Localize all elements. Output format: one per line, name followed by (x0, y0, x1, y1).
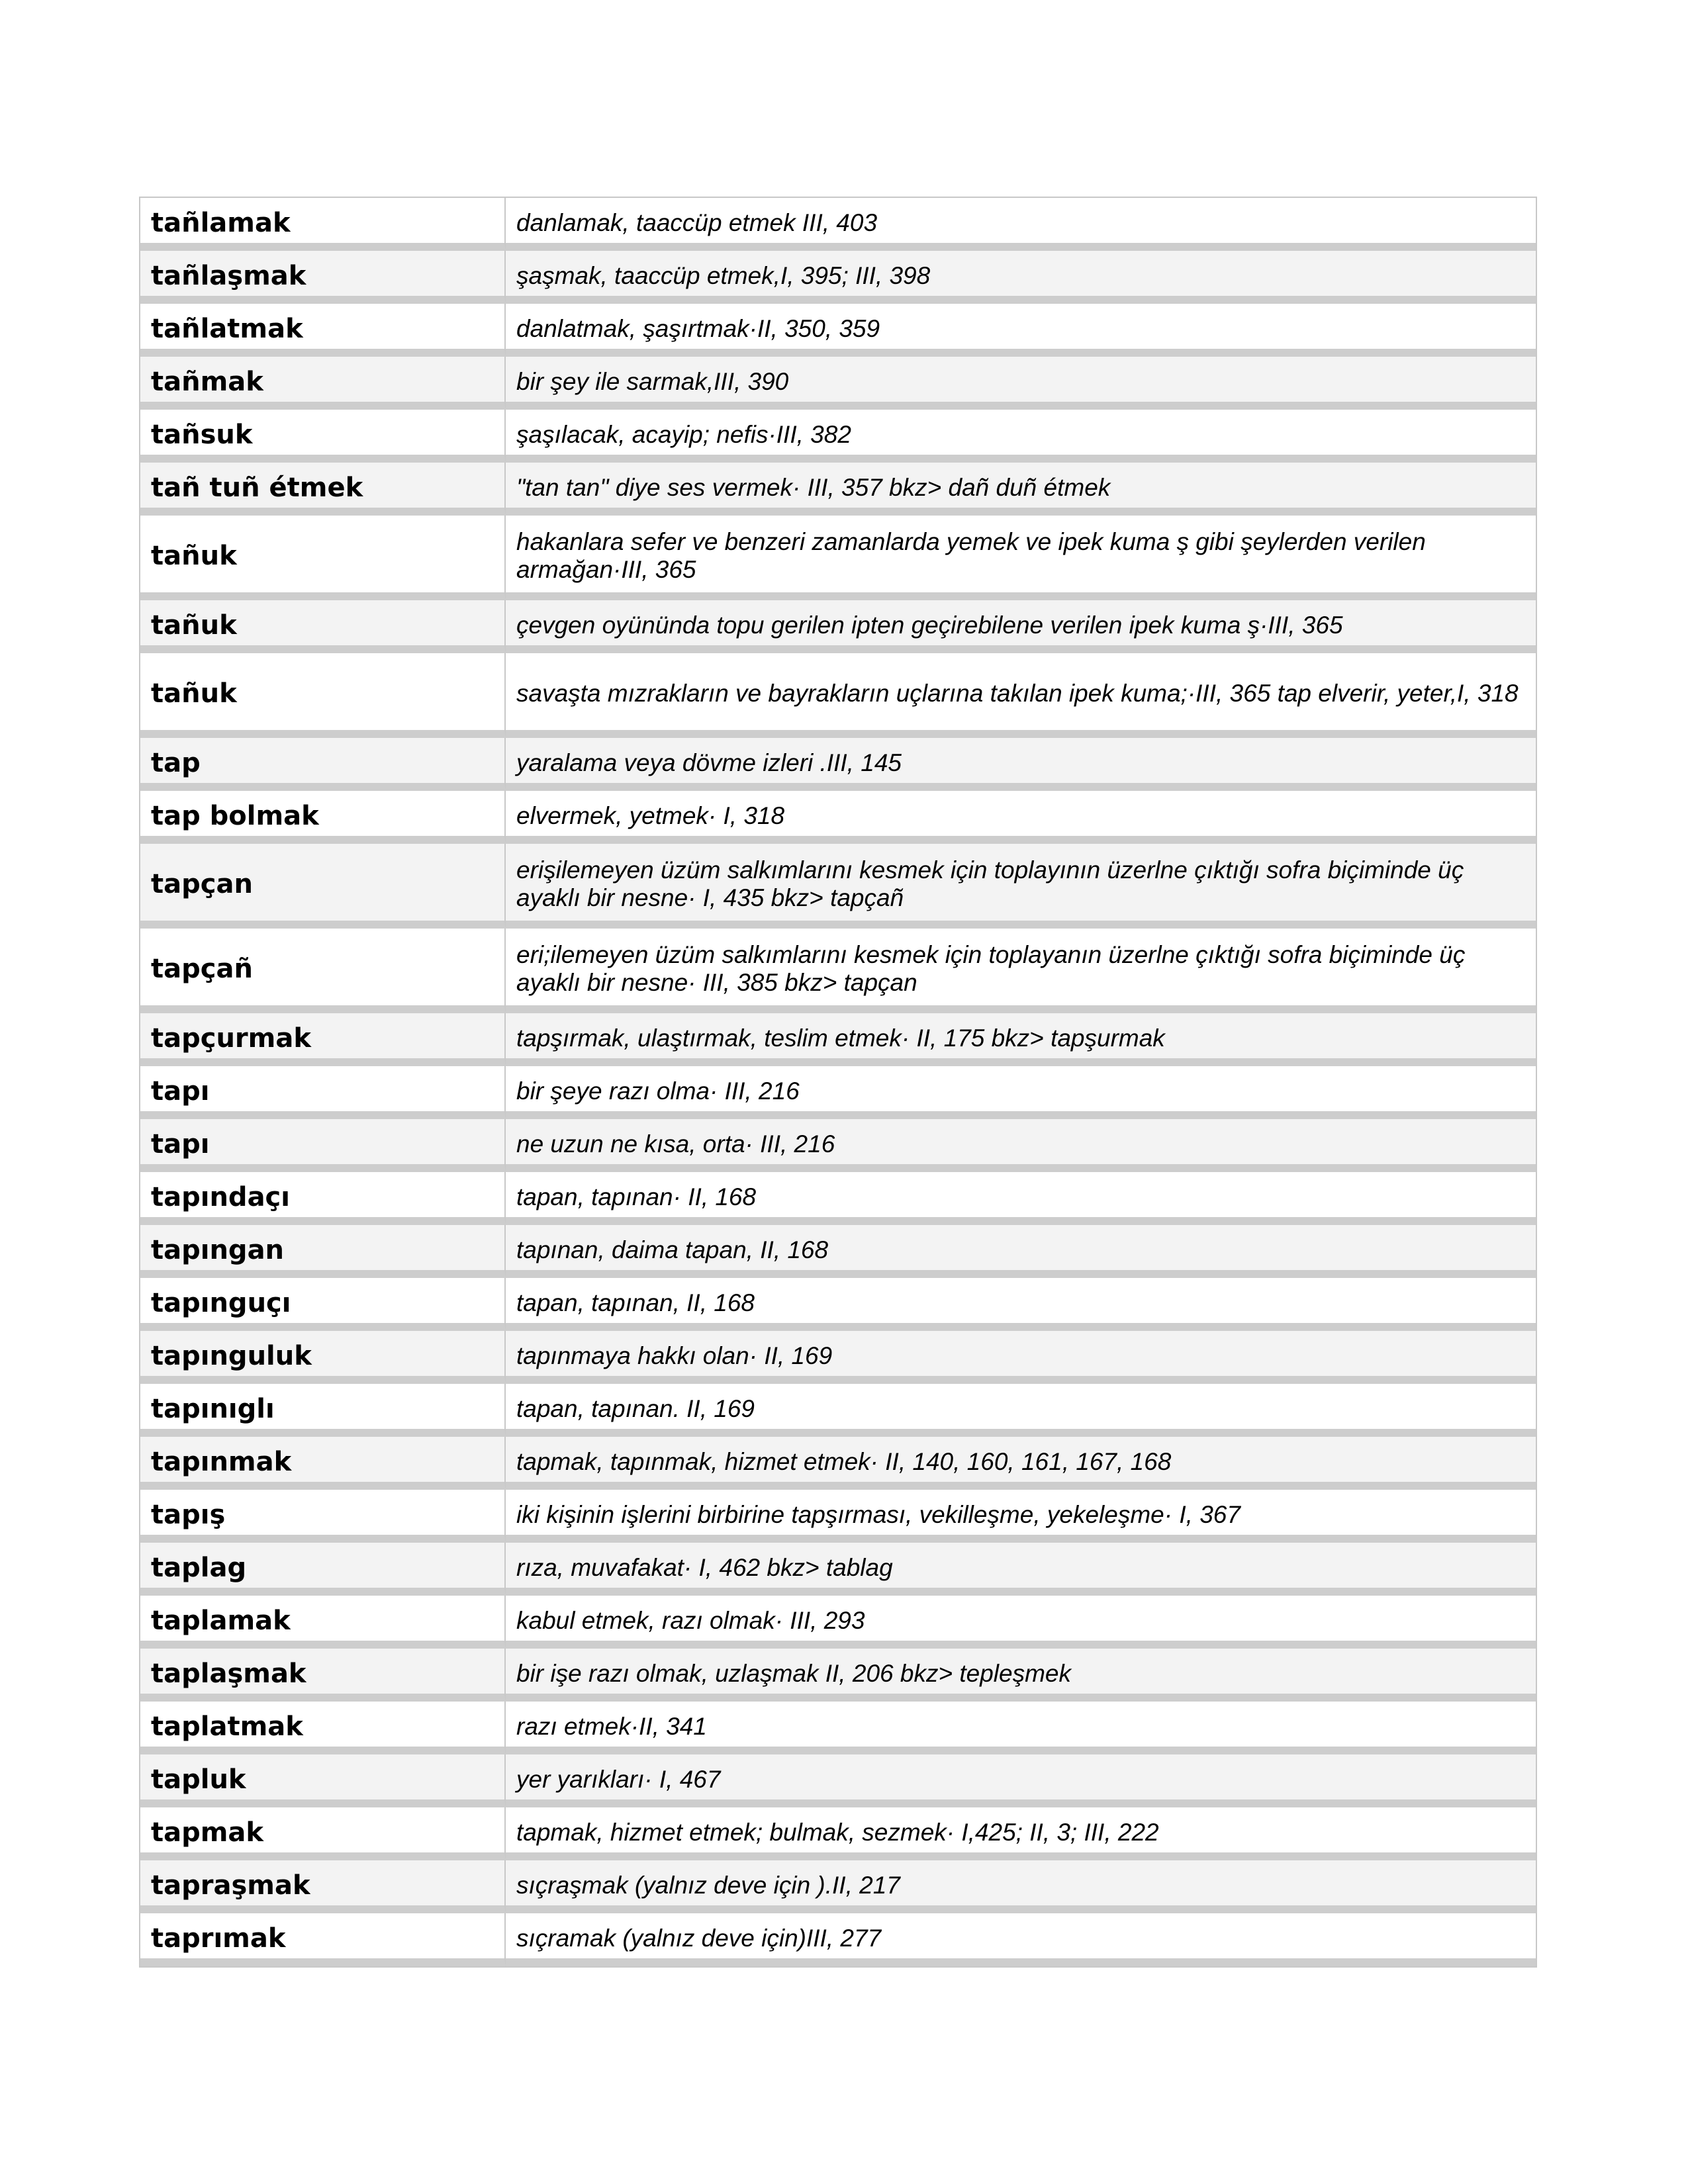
entry-term: tapınguluk (140, 1331, 506, 1384)
entry-definition: ne uzun ne kısa, orta· III, 216 (506, 1119, 1536, 1172)
entry-term: tapçañ (140, 929, 506, 1013)
table-row (140, 1754, 1536, 1807)
entry-term: tapraşmak (140, 1860, 506, 1913)
entry-definition: tapınan, daima tapan, II, 168 (506, 1225, 1536, 1278)
entry-definition: yaralama veya dövme izleri .III, 145 (506, 738, 1536, 791)
entry-definition: şaşmak, taaccüp etmek,I, 395; III, 398 (506, 251, 1536, 304)
table-row (140, 251, 1536, 304)
entry-definition: tapşırmak, ulaştırmak, teslim etmek· II, 175 bkz> tapşurmak (506, 1013, 1536, 1066)
entry-definition: savaşta mızrakların ve bayrakların uçlarına takılan ipek kuma;·III, 365 tap elverir, yeter,I, 318 (506, 653, 1536, 738)
entry-term: tapçan (140, 844, 506, 929)
table-row (140, 198, 1536, 251)
table-row (140, 791, 1536, 844)
entry-term: tapındaçı (140, 1172, 506, 1225)
entry-term: taplamak (140, 1596, 506, 1649)
table-row (140, 1013, 1536, 1066)
entry-term: tañlamak (140, 198, 506, 251)
entry-definition: rıza, muvafakat· I, 462 bkz> tablag (506, 1543, 1536, 1596)
entry-definition: tapınmaya hakkı olan· II, 169 (506, 1331, 1536, 1384)
table-row (140, 1913, 1536, 1966)
table-row (140, 844, 1536, 929)
entry-definition: eri;ilemeyen üzüm salkımlarını kesmek için toplayanın üzerlne çıktığı sofra biçiminde üç ayaklı bir nesne· III, 385 bkz> tapçan (506, 929, 1536, 1013)
entry-definition: danlatmak, şaşırtmak·II, 350, 359 (506, 304, 1536, 357)
entry-term: tañ tuñ étmek (140, 463, 506, 516)
entry-term: tañmak (140, 357, 506, 410)
entry-definition: hakanlara sefer ve benzeri zamanlarda yemek ve ipek kuma ş gibi şeylerden verilen armağan·III, 365 (506, 516, 1536, 600)
entry-definition: bir işe razı olmak, uzlaşmak II, 206 bkz> tepleşmek (506, 1649, 1536, 1702)
dictionary-table (139, 197, 1537, 1968)
entry-term: tapı (140, 1119, 506, 1172)
table-row (140, 1225, 1536, 1278)
entry-term: taplaşmak (140, 1649, 506, 1702)
table-row (140, 410, 1536, 463)
table-row (140, 1490, 1536, 1543)
entry-term: tapınmak (140, 1437, 506, 1490)
table-row (140, 1860, 1536, 1913)
entry-definition: yer yarıkları· I, 467 (506, 1754, 1536, 1807)
table-row (140, 1702, 1536, 1754)
entry-definition: elvermek, yetmek· I, 318 (506, 791, 1536, 844)
table-row (140, 516, 1536, 600)
table-row (140, 1119, 1536, 1172)
table-row (140, 357, 1536, 410)
table-row (140, 600, 1536, 653)
entry-term: tañuk (140, 516, 506, 600)
entry-term: tañsuk (140, 410, 506, 463)
entry-term: tap bolmak (140, 791, 506, 844)
table-row (140, 1172, 1536, 1225)
table-row (140, 1384, 1536, 1437)
entry-term: tañlaşmak (140, 251, 506, 304)
entry-definition: iki kişinin işlerini birbirine tapşırması, vekilleşme, yekeleşme· I, 367 (506, 1490, 1536, 1543)
entry-term: tapış (140, 1490, 506, 1543)
entry-definition: bir şey ile sarmak,III, 390 (506, 357, 1536, 410)
entry-term: tapıngan (140, 1225, 506, 1278)
table-row (140, 653, 1536, 738)
table-row (140, 929, 1536, 1013)
entry-term: tap (140, 738, 506, 791)
entry-definition: tapan, tapınan, II, 168 (506, 1278, 1536, 1331)
entry-term: taprımak (140, 1913, 506, 1966)
entry-definition: razı etmek·II, 341 (506, 1702, 1536, 1754)
table-row (140, 1543, 1536, 1596)
table-row (140, 1066, 1536, 1119)
table-row (140, 1596, 1536, 1649)
table-row (140, 304, 1536, 357)
dictionary-body (140, 198, 1536, 1966)
entry-definition: bir şeye razı olma· III, 216 (506, 1066, 1536, 1119)
entry-term: taplag (140, 1543, 506, 1596)
entry-definition: çevgen oyününda topu gerilen ipten geçirebilene verilen ipek kuma ş·III, 365 (506, 600, 1536, 653)
entry-definition: danlamak, taaccüp etmek III, 403 (506, 198, 1536, 251)
entry-term: tañlatmak (140, 304, 506, 357)
entry-term: tapınıglı (140, 1384, 506, 1437)
entry-definition: erişilemeyen üzüm salkımlarını kesmek için toplayının üzerlne çıktığı sofra biçiminde üç ayaklı bir nesne· I, 435 bkz> tapçañ (506, 844, 1536, 929)
entry-definition: sıçramak (yalnız deve için)III, 277 (506, 1913, 1536, 1966)
entry-term: taplatmak (140, 1702, 506, 1754)
table-row (140, 1278, 1536, 1331)
entry-definition: tapan, tapınan. II, 169 (506, 1384, 1536, 1437)
table-row (140, 1649, 1536, 1702)
entry-definition: tapan, tapınan· II, 168 (506, 1172, 1536, 1225)
entry-term: tañuk (140, 600, 506, 653)
entry-definition: kabul etmek, razı olmak· III, 293 (506, 1596, 1536, 1649)
table-row (140, 1331, 1536, 1384)
entry-term: tapluk (140, 1754, 506, 1807)
table-row (140, 463, 1536, 516)
table-row (140, 1437, 1536, 1490)
entry-term: tapınguçı (140, 1278, 506, 1331)
entry-definition: şaşılacak, acayip; nefis·III, 382 (506, 410, 1536, 463)
entry-term: tapı (140, 1066, 506, 1119)
entry-term: tañuk (140, 653, 506, 738)
entry-definition: "tan tan" diye ses vermek· III, 357 bkz> dañ duñ étmek (506, 463, 1536, 516)
entry-definition: tapmak, tapınmak, hizmet etmek· II, 140, 160, 161, 167, 168 (506, 1437, 1536, 1490)
entry-term: tapçurmak (140, 1013, 506, 1066)
table-row (140, 738, 1536, 791)
entry-term: tapmak (140, 1807, 506, 1860)
entry-definition: tapmak, hizmet etmek; bulmak, sezmek· I,425; II, 3; III, 222 (506, 1807, 1536, 1860)
table-row (140, 1807, 1536, 1860)
entry-definition: sıçraşmak (yalnız deve için ).II, 217 (506, 1860, 1536, 1913)
